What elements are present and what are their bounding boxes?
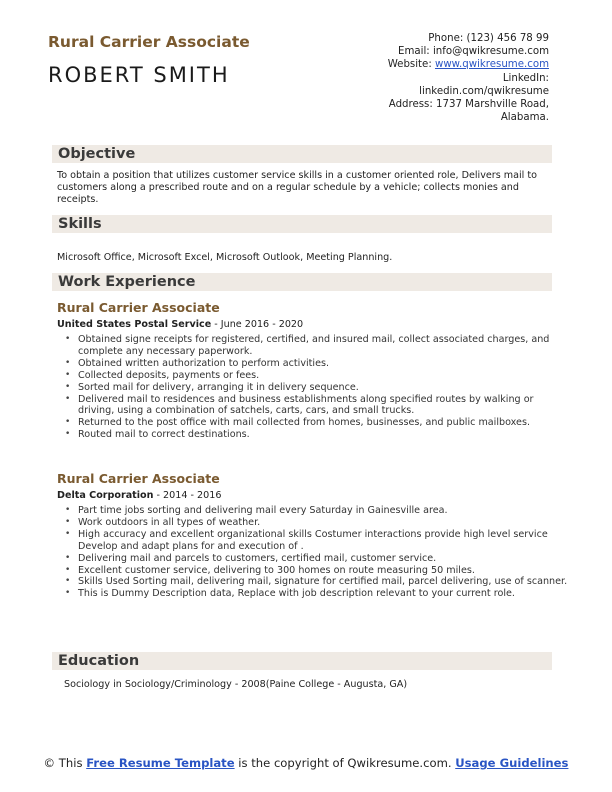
list-item: • Delivered mail to residences and business establishments along specified routes by walking or driving, using a combination of satchels, carts, cars, and small trucks. bbox=[78, 394, 572, 418]
list-item: • Work outdoors in all types of weather. bbox=[78, 517, 572, 529]
experience-title: Work Experience bbox=[58, 274, 196, 290]
experience-section-header bbox=[52, 273, 552, 291]
candidate-name: ROBERT SMITH bbox=[48, 63, 230, 87]
education-title: Education bbox=[58, 653, 140, 669]
website bbox=[309, 58, 549, 71]
list-item: • Sorted mail for delivery, arranging it in delivery sequence. bbox=[78, 382, 572, 394]
job-2-company: Delta Corporation bbox=[57, 490, 154, 501]
usage-guidelines-link[interactable]: Usage Guidelines bbox=[455, 756, 569, 770]
skills-section-header bbox=[52, 215, 552, 233]
list-item: • Obtained written authorization to perform activities. bbox=[78, 358, 572, 370]
education-text: Sociology in Sociology/Criminology - 2008(Paine College - Augusta, GA) bbox=[64, 679, 408, 690]
job-2-role: Rural Carrier Associate bbox=[57, 471, 220, 486]
address-line1: Address: 1737 Marshville Road, bbox=[388, 99, 549, 111]
list-item: • Excellent customer service, delivering to 300 homes on route measuring 50 miles. bbox=[78, 565, 572, 577]
job-1-company: United States Postal Service bbox=[57, 319, 212, 330]
list-item: • This is Dummy Description data, Replace with job description relevant to your current role. bbox=[78, 588, 572, 600]
address-line2: Alabama. bbox=[500, 112, 549, 124]
email: Email: info@qwikresume.com bbox=[398, 46, 549, 58]
linkedin-label: LinkedIn: bbox=[502, 72, 549, 84]
list-item: • High accuracy and excellent organizational skills Costumer interactions provide high level service Develop and adapt plans for and execution of . bbox=[78, 529, 572, 553]
job-1-dates: - June 2016 - 2020 bbox=[211, 319, 304, 330]
list-item: • Skills Used Sorting mail, delivering mail, signature for certified mail, parcel delivering, use of scanner. bbox=[78, 576, 572, 588]
copyright-footer bbox=[0, 756, 612, 770]
skills-text: Microsoft Office, Microsoft Excel, Microsoft Outlook, Meeting Planning. bbox=[57, 252, 393, 263]
contact-block bbox=[309, 32, 549, 124]
footer-prefix: © This bbox=[43, 756, 87, 770]
list-item: • Obtained signe receipts for registered, certified, and insured mail, collect associated charges, and complete any necessary paperwork. bbox=[78, 334, 572, 358]
list-item: • Routed mail to correct destinations. bbox=[78, 429, 572, 441]
list-item: • Returned to the post office with mail collected from homes, businesses, and public mailboxes. bbox=[78, 417, 572, 429]
job-2-employer bbox=[57, 490, 221, 501]
education-section-header bbox=[52, 652, 552, 670]
skills-title: Skills bbox=[58, 216, 102, 232]
website-label: Website: bbox=[387, 59, 435, 71]
job-2-dates: - 2014 - 2016 bbox=[153, 490, 222, 501]
job-1-role: Rural Carrier Associate bbox=[57, 300, 220, 315]
phone: Phone: (123) 456 78 99 bbox=[428, 33, 549, 44]
job-2-duties bbox=[57, 505, 572, 600]
objective-section-header bbox=[52, 145, 552, 163]
job-1-duties bbox=[57, 334, 572, 441]
list-item: • Collected deposits, payments or fees. bbox=[78, 370, 572, 382]
free-resume-template-link[interactable]: Free Resume Template bbox=[86, 756, 235, 770]
website-link[interactable]: www.qwikresume.com bbox=[434, 59, 549, 71]
list-item: • Part time jobs sorting and delivering mail every Saturday in Gainesville area. bbox=[78, 505, 572, 517]
footer-middle: is the copyright of Qwikresume.com. bbox=[234, 756, 456, 770]
job-1-employer bbox=[57, 319, 303, 330]
objective-title: Objective bbox=[58, 146, 136, 162]
objective-text: To obtain a position that utilizes customer service skills in a customer oriented role, Delivers mail to customers along a prescribed route and on a regular schedule by a vehicle; collects monies and receipts. bbox=[57, 170, 538, 205]
job-title: Rural Carrier Associate bbox=[48, 33, 250, 51]
linkedin-value: linkedin.com/qwikresume bbox=[419, 85, 549, 97]
list-item: • Delivering mail and parcels to customers, certified mail, customer service. bbox=[78, 553, 572, 565]
